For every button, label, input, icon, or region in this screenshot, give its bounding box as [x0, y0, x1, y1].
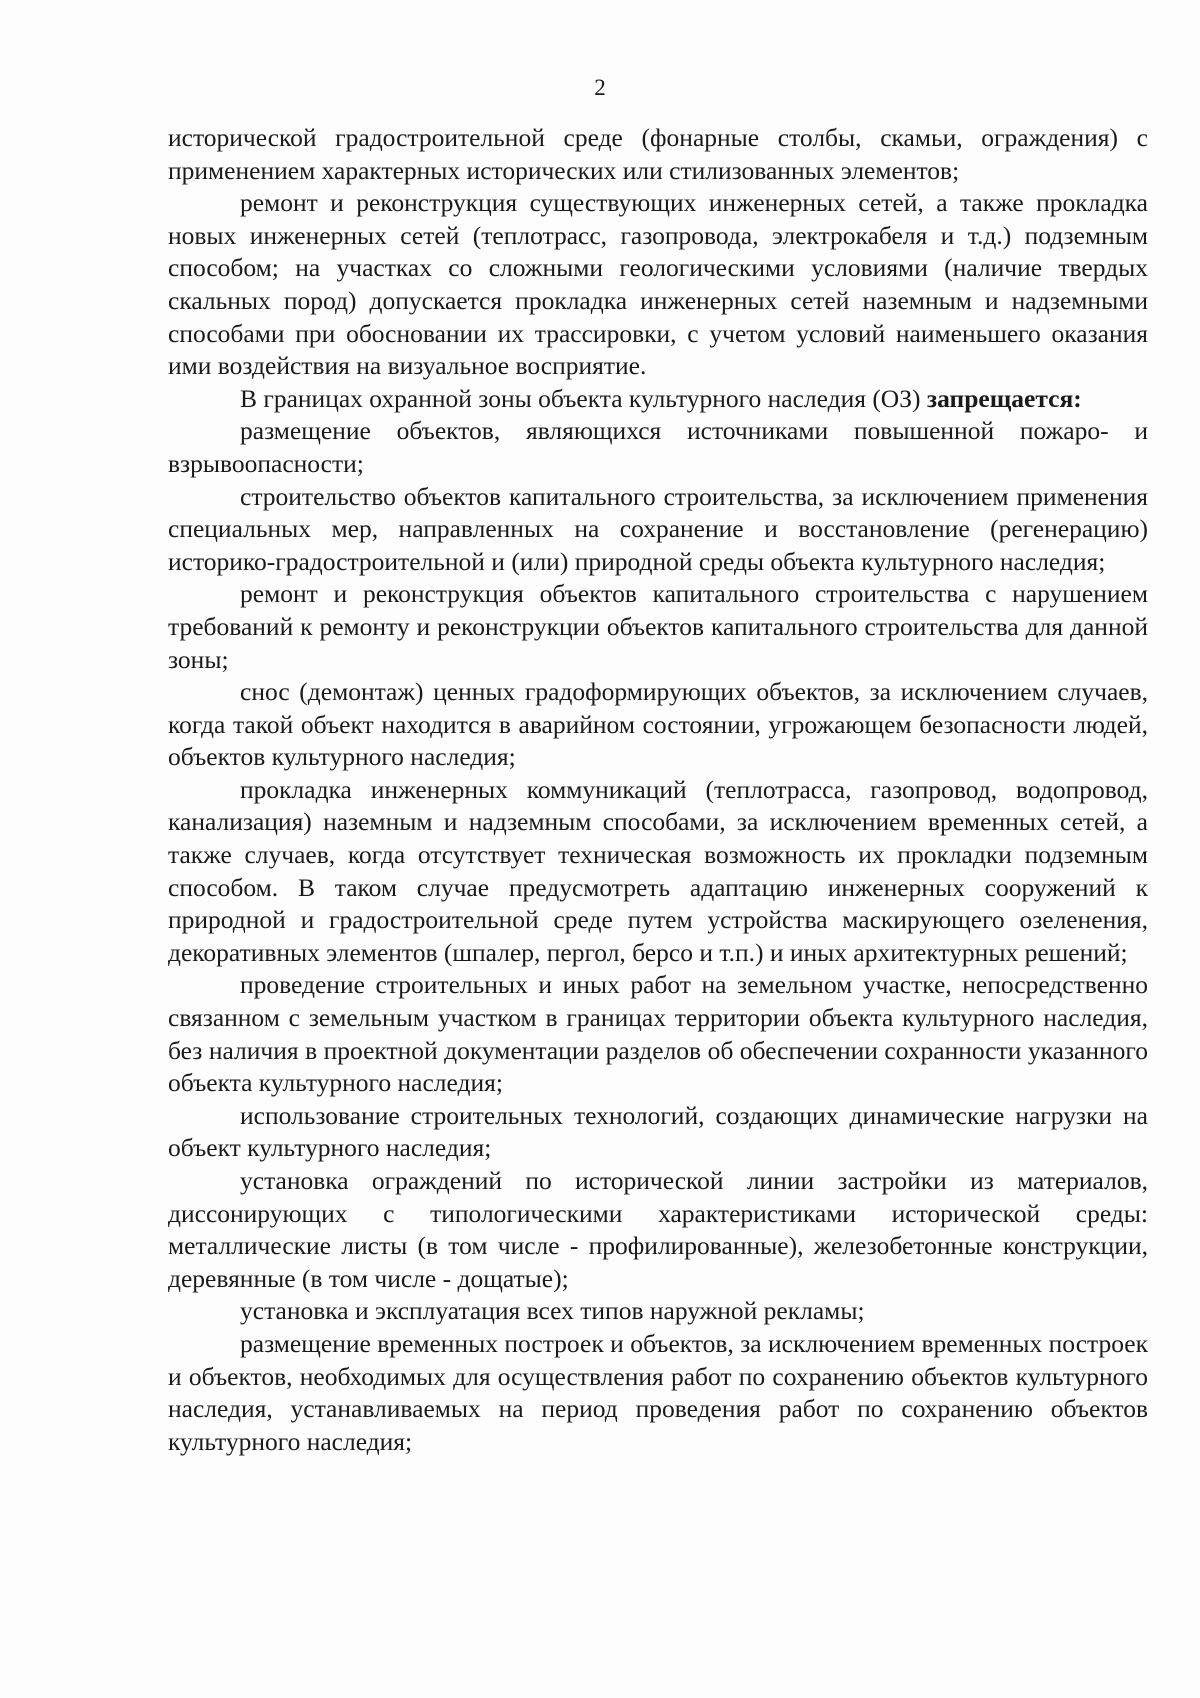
paragraph — [168, 1295, 1148, 1328]
paragraph — [168, 187, 1148, 383]
paragraph-text: размещение временных построек и объектов, за исключением временных построек и объектов, необходимых для осуществления работ по сохранению объектов культурного наследия, устанавливаемых на период проведения работ по сохранению объектов культурного наследия; — [168, 1328, 1148, 1456]
paragraph — [168, 1328, 1148, 1458]
page-number: 2 — [594, 75, 606, 100]
paragraph — [168, 676, 1148, 774]
paragraph — [168, 578, 1148, 676]
paragraph — [168, 774, 1148, 970]
paragraph-text: использование строительных технологий, создающих динамические нагрузки на объект культурного наследия; — [168, 1100, 1148, 1163]
paragraph-text: В границах охранной зоны объекта культурного наследия (ОЗ) — [240, 383, 921, 413]
paragraph — [168, 481, 1148, 579]
paragraph-text: ремонт и реконструкция существующих инженерных сетей, а также прокладка новых инженерных сетей (теплотрасс, газопровода, электрокабеля и т.д.) подземным способом; на участках со сложными геологическими условиями (наличие твердых скальных пород) допускается прокладка инженерных сетей наземным и надземными способами при обосновании их трассировки, с учетом условий наименьшего оказания ими воздействия на визуальное восприятие. — [168, 188, 1148, 381]
document-body — [168, 122, 1148, 1458]
paragraph-text: исторической градостроительной среде (фонарные столбы, скамьи, ограждения) с применением характерных исторических или стилизованных элементов; — [168, 123, 1148, 185]
paragraph-text: установка ограждений по исторической линии застройки из материалов, диссонирующих с типологическими характеристиками исторической среды: металлические листы (в том числе - профилированные), железобетонные конструкции, деревянные (в том числе - дощатые); — [168, 1166, 1148, 1293]
paragraph-text: размещение объектов, являющихся источниками повышенной пожаро- и взрывоопасности; — [168, 416, 1148, 478]
paragraph-text: строительство объектов капитального строительства, за исключением применения специальных мер, направленных на сохранение и восстановление (регенерацию) историко-градостроительной и (или) природной среды объекта культурного наследия; — [168, 481, 1148, 576]
paragraph — [168, 969, 1148, 1099]
paragraph — [168, 1165, 1148, 1295]
paragraph — [168, 383, 1148, 416]
paragraph — [168, 415, 1148, 480]
paragraph-text: ремонт и реконструкция объектов капитального строительства с нарушением требований к ремонту и реконструкции объектов капитального строительства для данной зоны; — [168, 579, 1148, 674]
prohibited-heading: запрещается: — [926, 383, 1082, 413]
paragraph-text: снос (демонтаж) ценных градоформирующих объектов, за исключением случаев, когда такой объект находится в аварийном состоянии, угрожающем безопасности людей, объектов культурного наследия; — [168, 677, 1148, 772]
paragraph-text: проведение строительных и иных работ на земельном участке, непосредственно связанном с земельным участком в границах территории объекта культурного наследия, без наличия в проектной документации разделов об обеспечении сохранности указанного объекта культурного наследия; — [168, 970, 1148, 1098]
paragraph-text: установка и эксплуатация всех типов наружной рекламы; — [240, 1296, 865, 1326]
paragraph — [168, 1100, 1148, 1165]
paragraph — [168, 122, 1148, 187]
paragraph-text: прокладка инженерных коммуникаций (теплотрасса, газопровод, водопровод, канализация) наземным и надземным способами, за исключением временных сетей, а также случаев, когда отсутствует техническая возможность их прокладки подземным способом. В таком случае предусмотреть адаптацию инженерных сооружений к природной и градостроительной среде путем устройства маскирующего озеленения, декоративных элементов (шпалер, пергол, берсо и т.п.) и иных архитектурных решений; — [168, 774, 1148, 967]
